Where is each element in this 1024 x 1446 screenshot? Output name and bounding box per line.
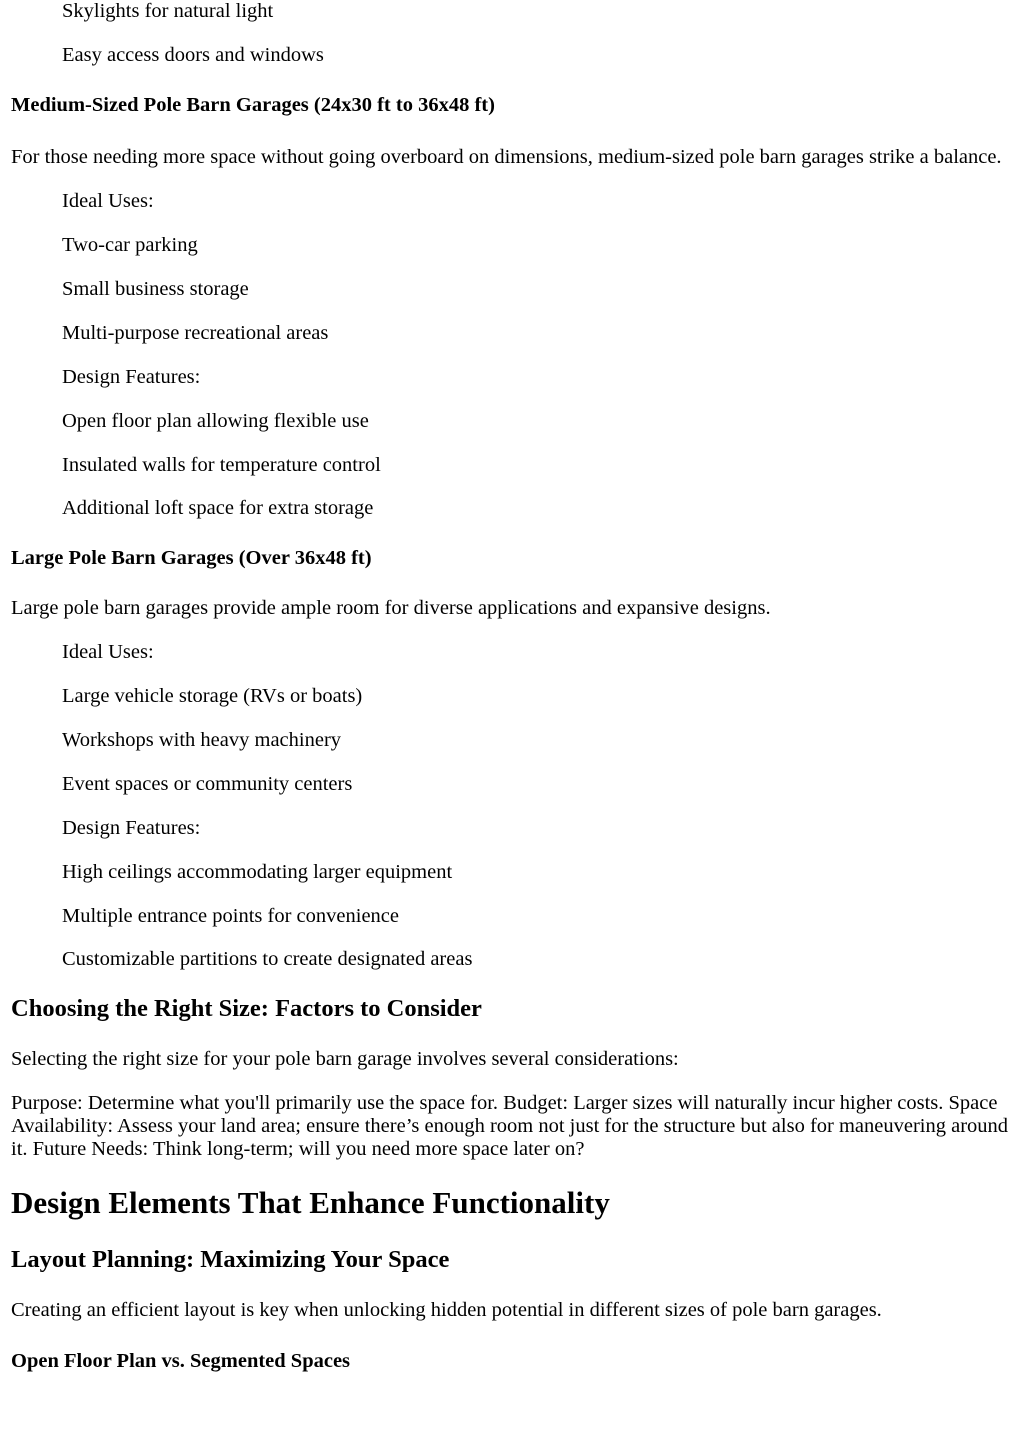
list-item: Two-car parking	[62, 234, 198, 256]
choosing-size-heading: Choosing the Right Size: Factors to Consider	[11, 995, 482, 1022]
layout-planning-intro: Creating an efficient layout is key when unlocking hidden potential in different sizes of pole barn garages.	[11, 1299, 882, 1321]
list-item: Workshops with heavy machinery	[62, 729, 342, 751]
choosing-size-intro: Selecting the right size for your pole barn garage involves several considerations:	[11, 1048, 679, 1070]
list-item: Customizable partitions to create designated areas	[62, 948, 473, 970]
open-floor-plan-heading: Open Floor Plan vs. Segmented Spaces	[11, 1350, 351, 1372]
list-item: Small business storage	[62, 278, 249, 300]
list-item: Easy access doors and windows	[62, 44, 324, 66]
list-item: Multi-purpose recreational areas	[62, 322, 329, 344]
list-item: Large vehicle storage (RVs or boats)	[62, 685, 363, 707]
list-item: Multiple entrance points for convenience	[62, 905, 399, 927]
large-garages-intro: Large pole barn garages provide ample room for diverse applications and expansive designs.	[11, 597, 771, 619]
large-garages-heading: Large Pole Barn Garages (Over 36x48 ft)	[11, 547, 372, 569]
list-item: Additional loft space for extra storage	[62, 497, 374, 519]
list-item: Design Features:	[62, 366, 201, 388]
layout-planning-heading: Layout Planning: Maximizing Your Space	[11, 1246, 450, 1273]
medium-garages-heading: Medium-Sized Pole Barn Garages (24x30 ft to 36x48 ft)	[11, 94, 495, 116]
list-item: Ideal Uses:	[62, 190, 154, 212]
choosing-size-factors: Purpose: Determine what you'll primarily use the space for. Budget: Larger sizes will naturally incur higher costs. Space Availability: Assess your land area; ensure there’s enough room not just for the structure but also for maneuvering around it. Future Needs: Think long-term; will you need more space later on?	[11, 1092, 1009, 1160]
list-item: Open floor plan allowing flexible use	[62, 410, 369, 432]
design-elements-heading: Design Elements That Enhance Functionality	[11, 1185, 610, 1220]
medium-garages-intro: For those needing more space without going overboard on dimensions, medium-sized pole barn garages strike a balance.	[11, 146, 1002, 168]
list-item: Ideal Uses:	[62, 641, 154, 663]
list-item: Event spaces or community centers	[62, 773, 353, 795]
list-item: Skylights for natural light	[62, 0, 274, 22]
list-item: Insulated walls for temperature control	[62, 454, 381, 476]
list-item: Design Features:	[62, 817, 201, 839]
list-item: High ceilings accommodating larger equipment	[62, 861, 453, 883]
